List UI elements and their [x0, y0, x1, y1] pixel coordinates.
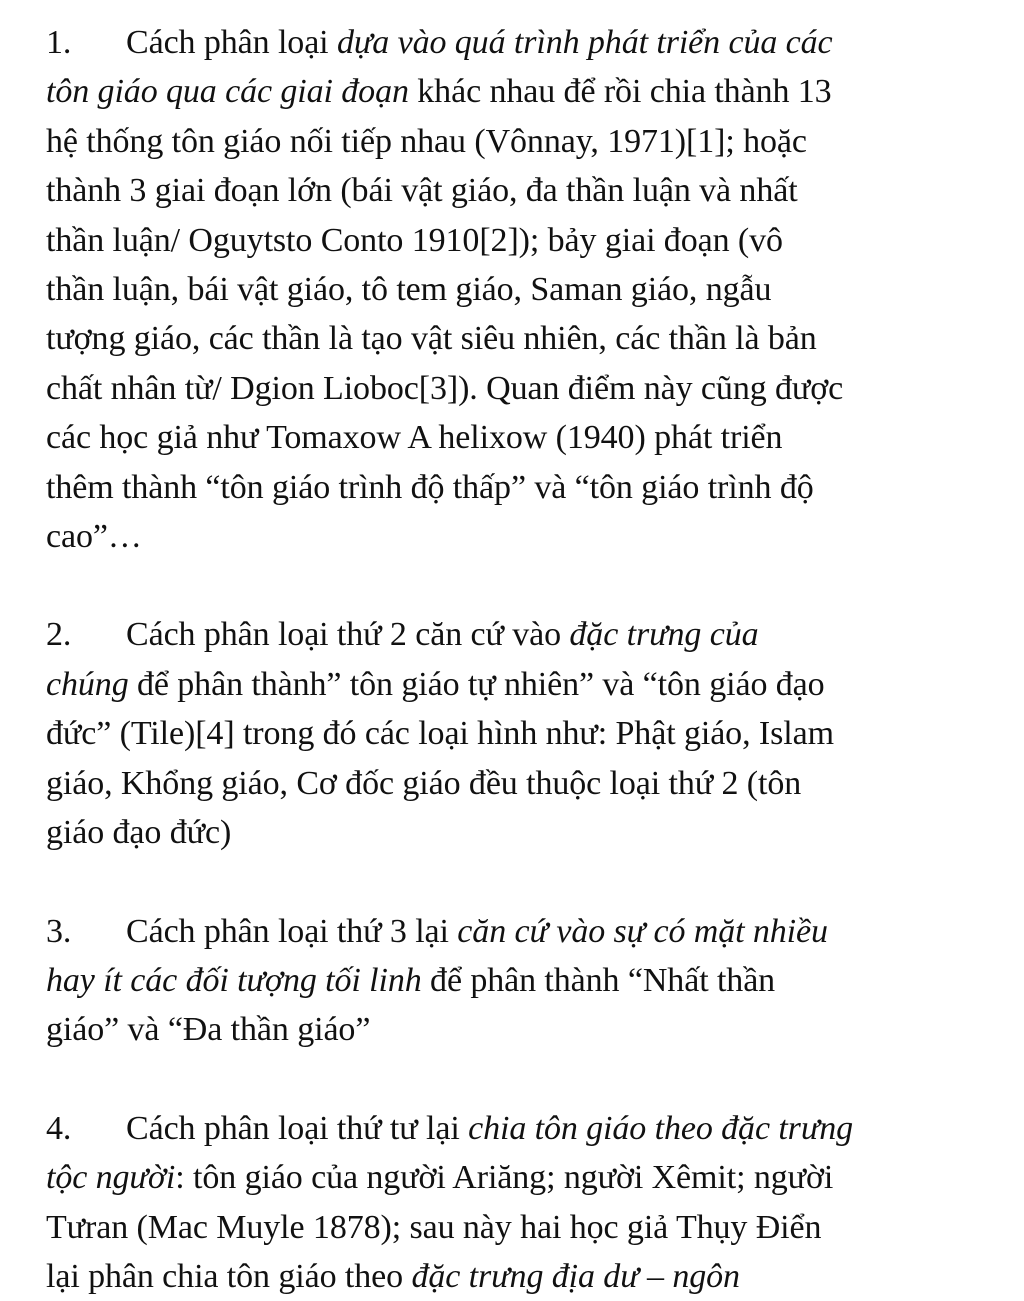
paragraph-3 [46, 907, 984, 1055]
text-segment: khác nhau để rồi chia thành 13 [408, 73, 832, 111]
text-segment: : tôn giáo của người Ariăng; người Xêmit; người [175, 1159, 834, 1197]
italic-text-segment: căn cứ vào sự có mặt nhiều [457, 912, 828, 950]
text-segment: để phân thành “Nhất thần [421, 961, 776, 999]
italic-text-segment: tộc người [46, 1159, 176, 1197]
text-line [46, 364, 984, 413]
text-line [46, 709, 984, 758]
text-segment: hệ thống tôn giáo nối tiếp nhau (Vônnay, 1971)[1]; hoặc [46, 122, 807, 160]
italic-text-segment: dựa vào quá trình phát triển của các [336, 24, 833, 61]
text-segment: chất nhân từ/ Dgion Lioboc[3]). Quan điểm này cũng được [46, 369, 844, 407]
text-segment: thêm thành “tôn giáo trình độ thấp” và “tôn giáo trình độ [46, 468, 814, 506]
text-line [46, 67, 984, 116]
paragraph-gap [46, 561, 984, 610]
text-line [46, 660, 984, 709]
paragraph-number: 1. [46, 24, 72, 61]
paragraph-1 [46, 18, 984, 561]
paragraph-4 [46, 1104, 984, 1301]
text-line [46, 166, 984, 215]
italic-text-segment: đặc trưng của [569, 616, 759, 654]
italic-text-segment: chia tôn giáo theo đặc trưng [468, 1109, 854, 1147]
text-segment: Cách phân loại [126, 24, 337, 61]
text-line [46, 1203, 984, 1252]
text-line [46, 759, 984, 808]
text-segment: Cách phân loại thứ 2 căn cứ vào [126, 616, 570, 654]
text-segment: giáo, Khổng giáo, Cơ đốc giáo đều thuộc loại thứ 2 (tôn [46, 764, 802, 802]
text-line [46, 1104, 984, 1153]
text-line [46, 117, 984, 166]
paragraph-2 [46, 610, 984, 857]
text-segment: thần luận/ Oguytsto Conto 1910[2]); bảy giai đoạn (vô [46, 221, 783, 259]
italic-text-segment: tôn giáo qua các giai đoạn [46, 73, 409, 111]
text-segment: Cách phân loại thứ 3 lại [126, 912, 458, 950]
text-segment: Cách phân loại thứ tư lại [126, 1109, 469, 1147]
text-line [46, 265, 984, 314]
paragraph-number: 3. [46, 912, 72, 950]
text-line [46, 18, 984, 67]
text-line [46, 1153, 984, 1202]
text-line [46, 956, 984, 1005]
text-segment: các học giả như Tomaxow A helixow (1940) phát triển [46, 419, 783, 457]
text-segment: giáo đạo đức) [46, 814, 232, 852]
text-segment: thần luận, bái vật giáo, tô tem giáo, Saman giáo, ngẫu [46, 271, 772, 309]
text-segment: để phân thành” tôn giáo tự nhiên” và “tôn giáo đạo [128, 665, 825, 703]
text-segment: lại phân chia tôn giáo theo [46, 1257, 412, 1295]
text-segment: cao”… [46, 518, 142, 556]
text-line [46, 216, 984, 265]
document-body [46, 18, 984, 1301]
italic-text-segment: đặc trưng địa dư – ngôn [411, 1257, 740, 1295]
text-line [46, 413, 984, 462]
text-line [46, 808, 984, 857]
text-segment: giáo” và “Đa thần giáo” [46, 1011, 371, 1049]
italic-text-segment: hay ít các đối tượng tối linh [46, 961, 422, 999]
italic-text-segment: chúng [46, 665, 129, 703]
text-segment: đức” (Tile)[4] trong đó các loại hình như: Phật giáo, Islam [46, 715, 834, 753]
paragraph-number: 4. [46, 1109, 72, 1147]
text-line [46, 907, 984, 956]
paragraph-number: 2. [46, 616, 72, 654]
text-line [46, 610, 984, 659]
text-segment: thành 3 giai đoạn lớn (bái vật giáo, đa thần luận và nhất [46, 172, 798, 210]
text-line [46, 512, 984, 561]
text-line [46, 1252, 984, 1301]
text-line [46, 314, 984, 363]
paragraph-gap [46, 858, 984, 907]
text-line [46, 1005, 984, 1054]
text-line [46, 463, 984, 512]
text-segment: tượng giáo, các thần là tạo vật siêu nhiên, các thần là bản [46, 320, 817, 358]
text-segment: Tưran (Mac Muyle 1878); sau này hai học giả Thụy Điển [46, 1208, 822, 1246]
paragraph-gap [46, 1055, 984, 1104]
